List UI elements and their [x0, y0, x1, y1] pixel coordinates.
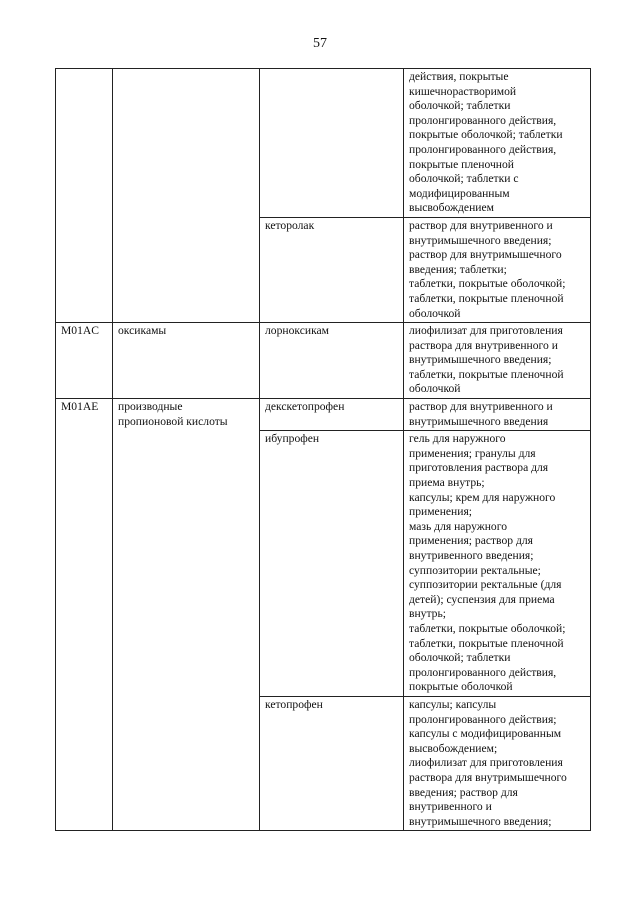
- drug-name-cell: кетопрофен: [260, 696, 404, 830]
- group-cell: производные пропионовой кислоты: [113, 399, 260, 831]
- dosage-forms-cell: раствор для внутривенного и внутримышечного введения; раствор для внутримышечного введения; таблетки; таблетки, покрытые оболочкой; таблетки, покрытые пленочной оболочкой: [404, 217, 591, 322]
- dosage-forms-cell: лиофилизат для приготовления раствора для внутривенного и внутримышечного введения; таблетки, покрытые пленочной оболочкой: [404, 323, 591, 399]
- dosage-forms-cell: гель для наружного применения; гранулы для приготовления раствора для приема внутрь; капсулы; крем для наружного применения; мазь для наружного применения; раствор для внутривенного введения; суппозитории ректальные; суппозитории ректальные (для детей); суспензия для приема внутрь; таблетки, покрытые оболочкой; таблетки, покрытые пленочной оболочкой; таблетки пролонгированного действия, покрытые оболочкой: [404, 431, 591, 697]
- drug-name-cell: декскетопрофен: [260, 399, 404, 431]
- drug-name-cell: лорноксикам: [260, 323, 404, 399]
- drug-table: [55, 68, 591, 831]
- atc-code-cell: [56, 69, 113, 323]
- drug-name-cell: [260, 69, 404, 218]
- group-cell: оксикамы: [113, 323, 260, 399]
- dosage-forms-cell: капсулы; капсулы пролонгированного действия; капсулы с модифицированным высвобождением; лиофилизат для приготовления раствора для внутримышечного введения; раствор для внутривенного и внутримышечного введения;: [404, 696, 591, 830]
- page-number: 57: [313, 36, 327, 51]
- drug-name-cell: ибупрофен: [260, 431, 404, 697]
- dosage-forms-cell: действия, покрытые кишечнорастворимой оболочкой; таблетки пролонгированного действия, покрытые оболочкой; таблетки пролонгированного действия, покрытые пленочной оболочкой; таблетки с модифицированным высвобождением: [404, 69, 591, 218]
- dosage-forms-cell: раствор для внутривенного и внутримышечного введения: [404, 399, 591, 431]
- atc-code-cell: M01AC: [56, 323, 113, 399]
- table-row: [56, 69, 591, 218]
- table-row: [56, 323, 591, 399]
- drug-name-cell: кеторолак: [260, 217, 404, 322]
- atc-code-cell: M01AE: [56, 399, 113, 831]
- table-row: [56, 399, 591, 431]
- group-cell: [113, 69, 260, 323]
